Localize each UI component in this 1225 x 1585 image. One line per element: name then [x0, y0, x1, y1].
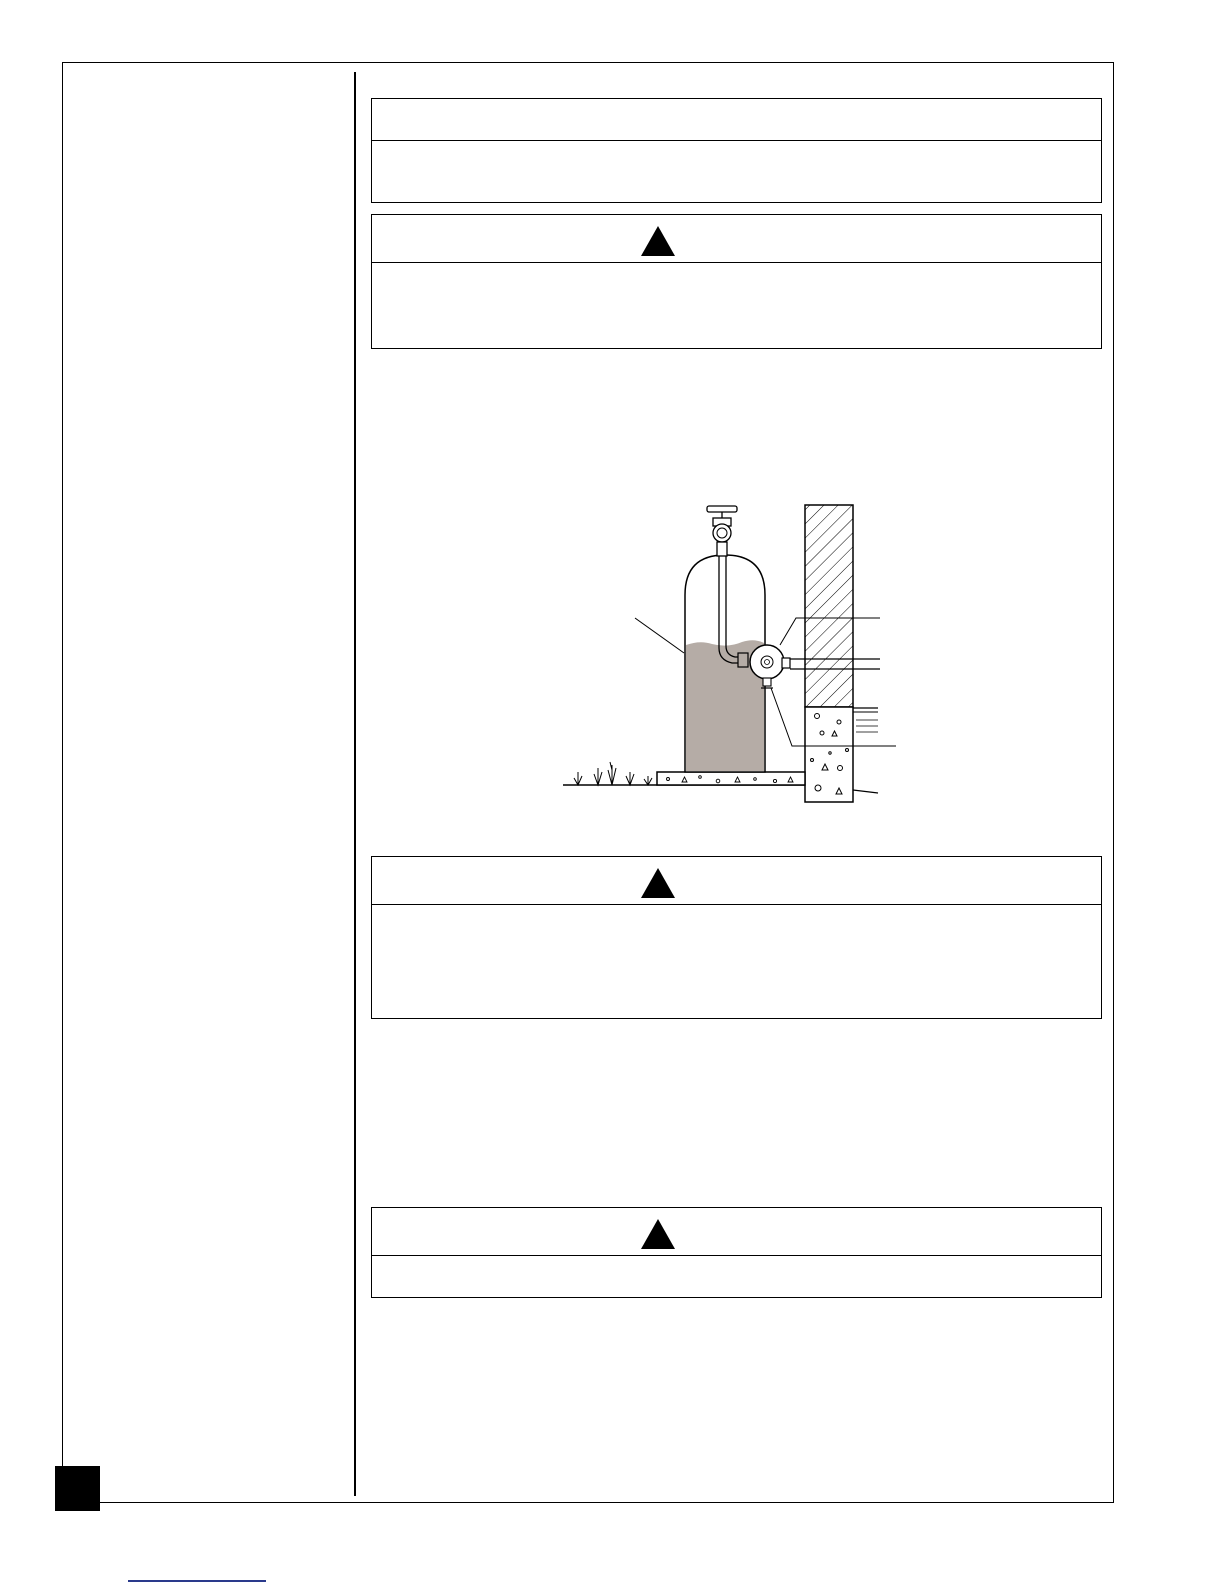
page-number-tab — [55, 1466, 100, 1511]
warning-box-header — [372, 1208, 1101, 1256]
warning-box — [371, 856, 1102, 1019]
warning-box — [371, 214, 1102, 349]
wall-foundation — [805, 707, 853, 802]
column-divider — [354, 72, 356, 1496]
link-underline-strip — [128, 1580, 266, 1582]
lp-gas-tank-installation-illustration — [560, 500, 900, 805]
notice-box — [371, 98, 1102, 203]
warning-box-header — [372, 857, 1101, 905]
warning-triangle-icon — [640, 867, 676, 899]
warning-triangle-icon — [640, 1218, 676, 1250]
concrete-pad — [657, 772, 805, 785]
wall-upper — [805, 505, 853, 707]
notice-box-header — [372, 99, 1101, 141]
grass — [574, 762, 652, 785]
warning-box — [371, 1207, 1102, 1298]
warning-triangle-icon — [640, 225, 676, 257]
warning-box-header — [372, 215, 1101, 263]
